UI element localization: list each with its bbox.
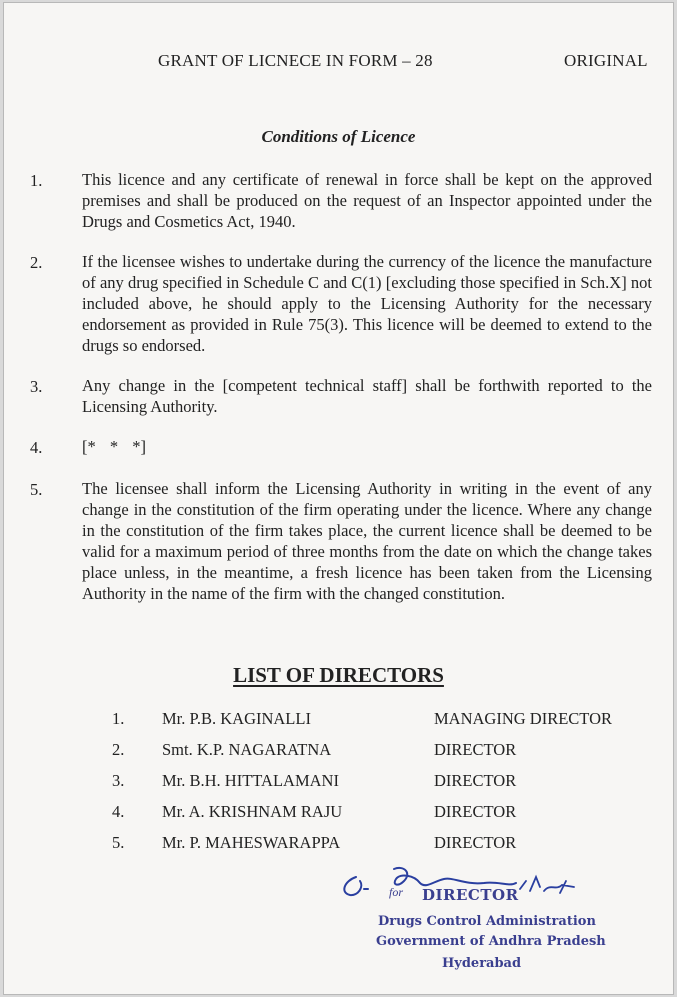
condition-text: If the licensee wishes to undertake during the currency of the licence the manufacture of any drug specified in Schedule C and C(1) [excluding those specified in Sch.X] not included above, he should apply to the Licensing Authority for the necessary endorsement as provided in Rule 75(3). This licence will be deemed to extend to the drugs so endorsed.	[82, 252, 652, 355]
director-role: DIRECTOR	[434, 771, 517, 790]
director-role: DIRECTOR	[434, 740, 517, 759]
director-number: 3.	[112, 771, 125, 790]
director-number: 4.	[112, 802, 125, 821]
condition-number: 3.	[30, 377, 43, 396]
director-name: Smt. K.P. NAGARATNA	[162, 740, 332, 759]
director-name: Mr. A. KRISHNAM RAJU	[162, 802, 343, 821]
condition-text: This licence and any certificate of renewal in force shall be kept on the approved premises and shall be produced on the request of an Inspector appointed under the Drugs and Cosmetics Act, 1940.	[82, 170, 652, 231]
stamp-city-line: Hyderabad	[442, 956, 522, 971]
stamp-for-label: for	[389, 885, 404, 899]
stamp-government-line: Government of Andhra Pradesh	[376, 934, 606, 949]
director-role: DIRECTOR	[434, 802, 517, 821]
condition-text: The licensee shall inform the Licensing Authority in writing in the event of any change in the constitution of the firm operating under the licence. Where any change in the constitution of the firm takes place, the current licence shall be deemed to be valid for a maximum period of three months from the date on which the change takes place unless, in the meantime, a fresh licence has been taken from the Licensing Authority in the name of the firm with the changed constitution.	[82, 479, 652, 603]
document-title: GRANT OF LICNECE IN FORM – 28	[158, 51, 433, 70]
director-role: DIRECTOR	[434, 833, 517, 852]
director-number: 1.	[112, 709, 125, 728]
director-number: 2.	[112, 740, 125, 759]
condition-number: 4.	[30, 438, 43, 457]
director-name: Mr. P.B. KAGINALLI	[162, 709, 311, 728]
condition-number: 1.	[30, 171, 43, 190]
condition-number: 5.	[30, 480, 43, 499]
stamp-director-line: DIRECTOR	[422, 886, 519, 904]
condition-number: 2.	[30, 253, 43, 272]
licence-document-page	[3, 2, 674, 995]
director-row	[4, 802, 673, 828]
director-row	[4, 833, 673, 859]
directors-heading: LIST OF DIRECTORS	[233, 663, 444, 687]
stamp-department-line: Drugs Control Administration	[378, 914, 596, 929]
director-row	[4, 740, 673, 766]
condition-text: [* * *]	[82, 437, 146, 456]
director-role: MANAGING DIRECTOR	[434, 709, 612, 728]
director-name: Mr. B.H. HITTALAMANI	[162, 771, 339, 790]
director-row	[4, 709, 673, 735]
condition-text: Any change in the [competent technical staff] shall be forthwith reported to the Licensing Authority.	[82, 376, 652, 416]
director-name: Mr. P. MAHESWARAPPA	[162, 833, 341, 852]
director-row	[4, 771, 673, 797]
conditions-heading: Conditions of Licence	[261, 127, 416, 146]
director-number: 5.	[112, 833, 125, 852]
original-label: ORIGINAL	[564, 51, 648, 70]
